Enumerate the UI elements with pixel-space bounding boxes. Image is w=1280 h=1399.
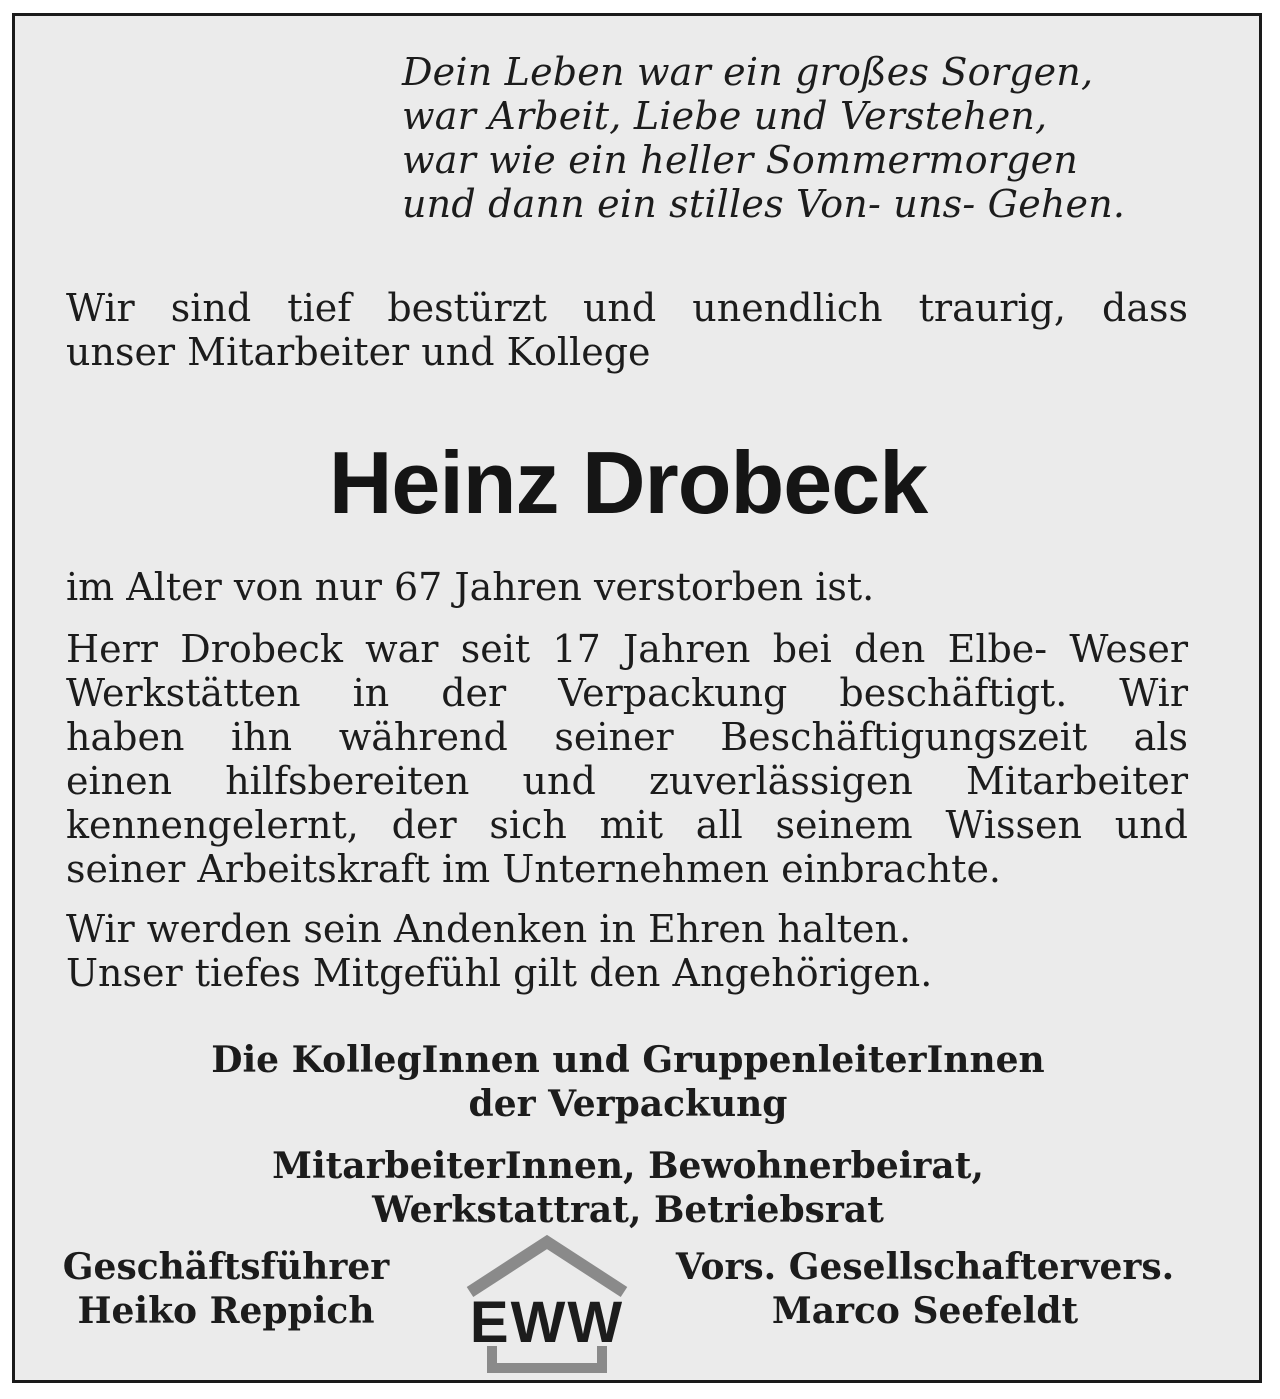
signatory-group-2 [0, 1144, 1256, 1232]
signatory-line: MitarbeiterInnen, Bewohnerbeirat, [272, 1145, 984, 1187]
intro-line: unser Mitarbeiter und Kollege [66, 330, 651, 374]
closing-line: Unser tiefes Mitgefühl gilt den Angehörigen. [66, 951, 933, 995]
poem [402, 50, 1202, 226]
poem-line: Dein Leben war ein großes Sorgen, [402, 50, 1094, 94]
closing-line: Wir werden sein Andenken in Ehren halten. [66, 907, 912, 951]
signatory-left [50, 1245, 402, 1333]
deceased-name: Heinz Drobeck [328, 433, 928, 532]
poem-line: war wie ein heller Sommermorgen [402, 138, 1079, 182]
age-paragraph [66, 565, 1188, 609]
signatory-left-name: Heiko Reppich [77, 1290, 375, 1332]
signatory-line: Werkstattrat, Betriebsrat [372, 1189, 884, 1231]
logo-text: EWW [469, 1290, 625, 1355]
signatory-right-name: Marco Seefeldt [771, 1290, 1079, 1332]
logo-roof [470, 1242, 624, 1292]
intro-line: Wir sind tief bestürzt und unendlich traurig, dass [66, 286, 1188, 330]
age-line: im Alter von nur 67 Jahren verstorben ist. [66, 565, 875, 609]
body-line: kennengelernt, der sich mit all seinem Wissen und [66, 803, 1188, 847]
closing-paragraph [66, 907, 1188, 995]
intro-paragraph [66, 286, 1188, 374]
poem-line: war Arbeit, Liebe und Verstehen, [402, 94, 1048, 138]
signatory-right-role: Vors. Gesellschaftervers. [675, 1246, 1175, 1288]
body-line: Werkstätten in der Verpackung beschäftigt. Wir [66, 671, 1188, 715]
signatory-right [660, 1245, 1190, 1333]
body-line: einen hilfsbereiten und zuverlässigen Mitarbeiter [66, 759, 1188, 803]
eww-logo [452, 1220, 642, 1380]
signatory-line: Die KollegInnen und GruppenleiterInnen [211, 1039, 1045, 1081]
body-line: Herr Drobeck war seit 17 Jahren bei den Elbe- Weser [66, 627, 1188, 671]
body-paragraph [66, 627, 1188, 891]
signatory-group-1 [0, 1038, 1256, 1126]
signatory-line: der Verpackung [468, 1083, 788, 1125]
poem-line: und dann ein stilles Von- uns- Gehen. [402, 182, 1126, 226]
body-line: haben ihn während seiner Beschäftigungszeit als [66, 715, 1188, 759]
eww-logo-graphic [452, 1220, 642, 1380]
signatory-left-role: Geschäftsführer [62, 1246, 390, 1288]
body-line: seiner Arbeitskraft im Unternehmen einbrachte. [66, 847, 1002, 891]
